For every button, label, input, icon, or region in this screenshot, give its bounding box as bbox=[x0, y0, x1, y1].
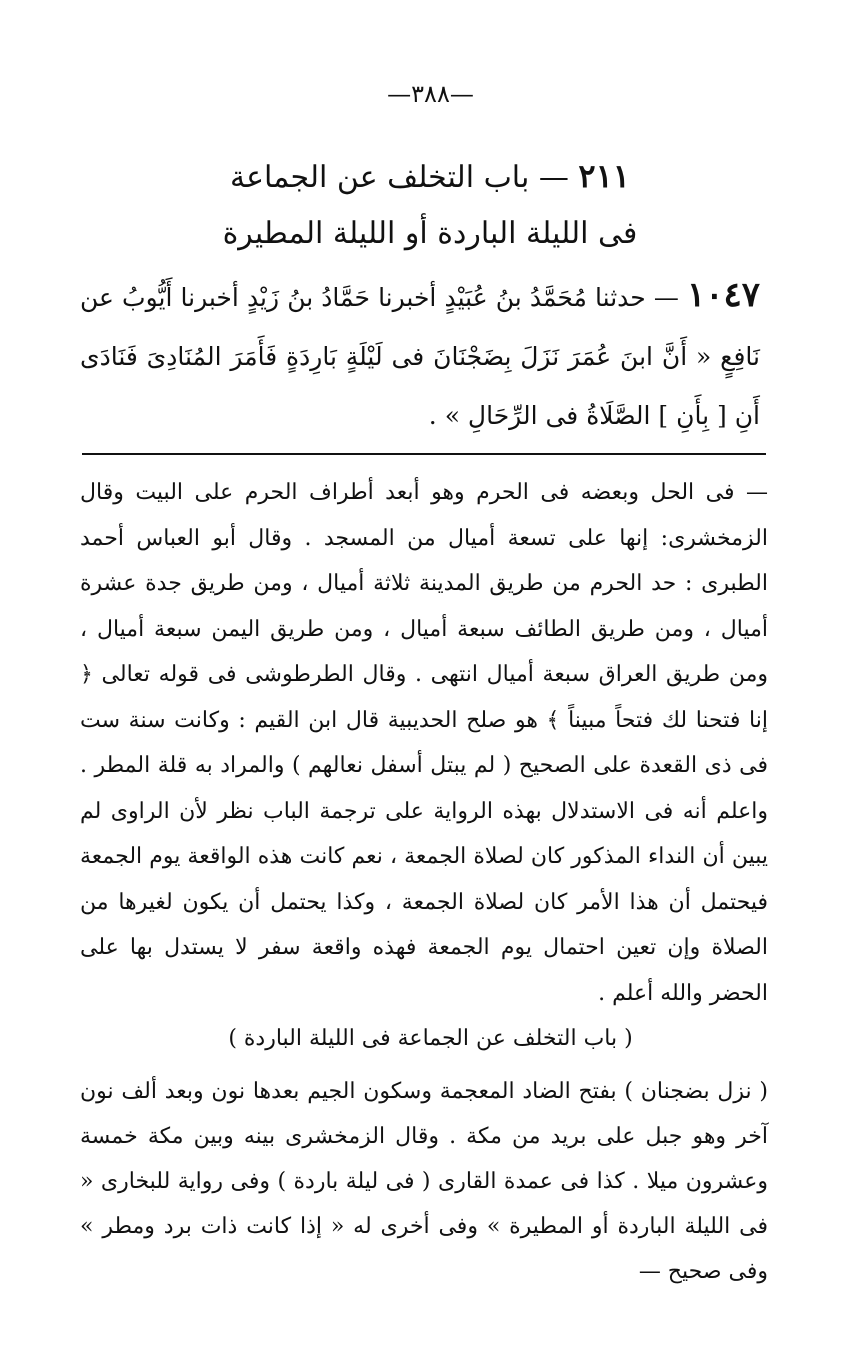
hadith-text: — حدثنا مُحَمَّدُ بنُ عُبَيْدٍ أخبرنا حَمَّادُ بنُ زَيْدٍ أخبرنا أَيُّوبُ عن نَافِعٍ « أَنَّ ابنَ عُمَرَ نَزَلَ بِضَجْنَانَ فى لَيْلَةٍ بَارِدَةٍ فَأَمَرَ المُنَادِىَ فَنَادَى أَنِ [ بِأَنِ ] الصَّلَاةُ فى الرِّحَالِ » . bbox=[80, 283, 760, 430]
chapter-heading bbox=[120, 148, 740, 262]
chapter-title-line2: فى الليلة الباردة أو الليلة المطيرة bbox=[222, 216, 638, 251]
commentary-block-2 bbox=[80, 1069, 768, 1294]
commentary-paragraph-2: ( نزل بضجنان ) بفتح الضاد المعجمة وسكون الجيم بعدها نون وبعد ألف نون آخر وهو جبل على بريد من مكة . وقال الزمخشرى بينه وبين مكة خمسة وعشرون ميلا . كذا فى عمدة القارى ( فى ليلة باردة ) وفى رواية للبخارى « فى الليلة الباردة أو المطيرة » وفى أخرى له « إذا كانت ذات برد ومطر » وفى صحيح — bbox=[80, 1079, 768, 1284]
commentary-block bbox=[80, 470, 768, 1016]
chapter-title-line1 bbox=[120, 148, 740, 206]
hadith-number: ١٠٤٧ bbox=[686, 275, 760, 315]
chapter-dash: — bbox=[529, 160, 579, 195]
section-divider bbox=[82, 453, 766, 455]
chapter-number: ٢١١ bbox=[578, 157, 630, 195]
sub-heading: ( باب التخلف عن الجماعة فى الليلة الباردة ) bbox=[228, 1026, 633, 1051]
page-number: —٣٨٨— bbox=[387, 80, 474, 108]
chapter-title: باب التخلف عن الجماعة bbox=[230, 160, 530, 195]
hadith-text-block bbox=[80, 266, 760, 445]
commentary-paragraph: — فى الحل وبعضه فى الحرم وهو أبعد أطراف الحرم على البيت وقال الزمخشرى: إنها على تسعة أميال من المسجد . وقال أبو العباس أحمد الطبرى : حد الحرم من طريق المدينة ثلاثة أميال ، ومن طريق جدة عشرة أميال ، ومن طريق الطائف سبعة أميال ، ومن طريق اليمن سبعة أميال ، ومن طريق العراق سبعة أميال انتهى . وقال الطرطوشى فى قوله تعالى ﴿ إنا فتحنا لك فتحاً مبيناً ﴾ هو صلح الحديبية قال ابن القيم : وكانت سنة ست فى ذى القعدة على الصحيح ( لم يبتل أسفل نعالهم ) والمراد به قلة المطر . واعلم أنه فى الاستدلال بهذه الرواية على ترجمة الباب نظر لأن الراوى لم يبين أن النداء المذكور كان لصلاة الجمعة ، نعم كانت هذه الواقعة يوم الجمعة فيحتمل أن هذا الأمر كان لصلاة الجمعة ، وكذا يحتمل أن يكون لغيرها من الصلاة وإن تعين احتمال يوم الجمعة فهذه واقعة سفر لا يستدل بها على الحضر والله أعلم . bbox=[80, 480, 768, 1006]
